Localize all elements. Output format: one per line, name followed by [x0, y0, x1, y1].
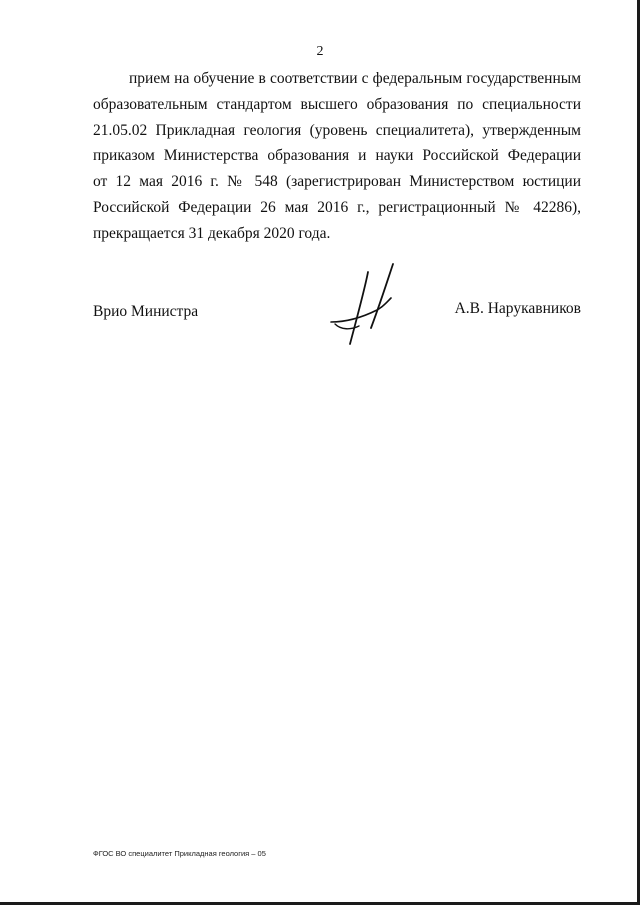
body-line: образовательным стандартом высшего образования по специальности — [93, 95, 581, 113]
page-number: 2 — [316, 44, 324, 59]
body-line: Российской Федерации 26 мая 2016 г., регистрационный № 42286), — [93, 198, 581, 216]
footer-note: ФГОС ВО специалитет Прикладная геология – 05 — [93, 849, 266, 858]
signatory-name: А.В. Нарукавников — [454, 300, 581, 317]
body-line: 21.05.02 Прикладная геология (уровень специалитета), утвержденным — [93, 121, 581, 139]
body-line: прием на обучение в соответствии с федеральным государственным — [129, 70, 581, 87]
body-line: прекращается 31 декабря 2020 года. — [93, 224, 331, 242]
body-paragraph — [93, 66, 581, 247]
body-line: от 12 мая 2016 г. № 548 (зарегистрирован Министерством юстиции — [93, 173, 581, 191]
body-line: приказом Министерства образования и науки Российской Федерации — [93, 147, 581, 165]
signatory-title: Врио Министра — [93, 303, 199, 320]
handwritten-signature — [325, 258, 405, 348]
